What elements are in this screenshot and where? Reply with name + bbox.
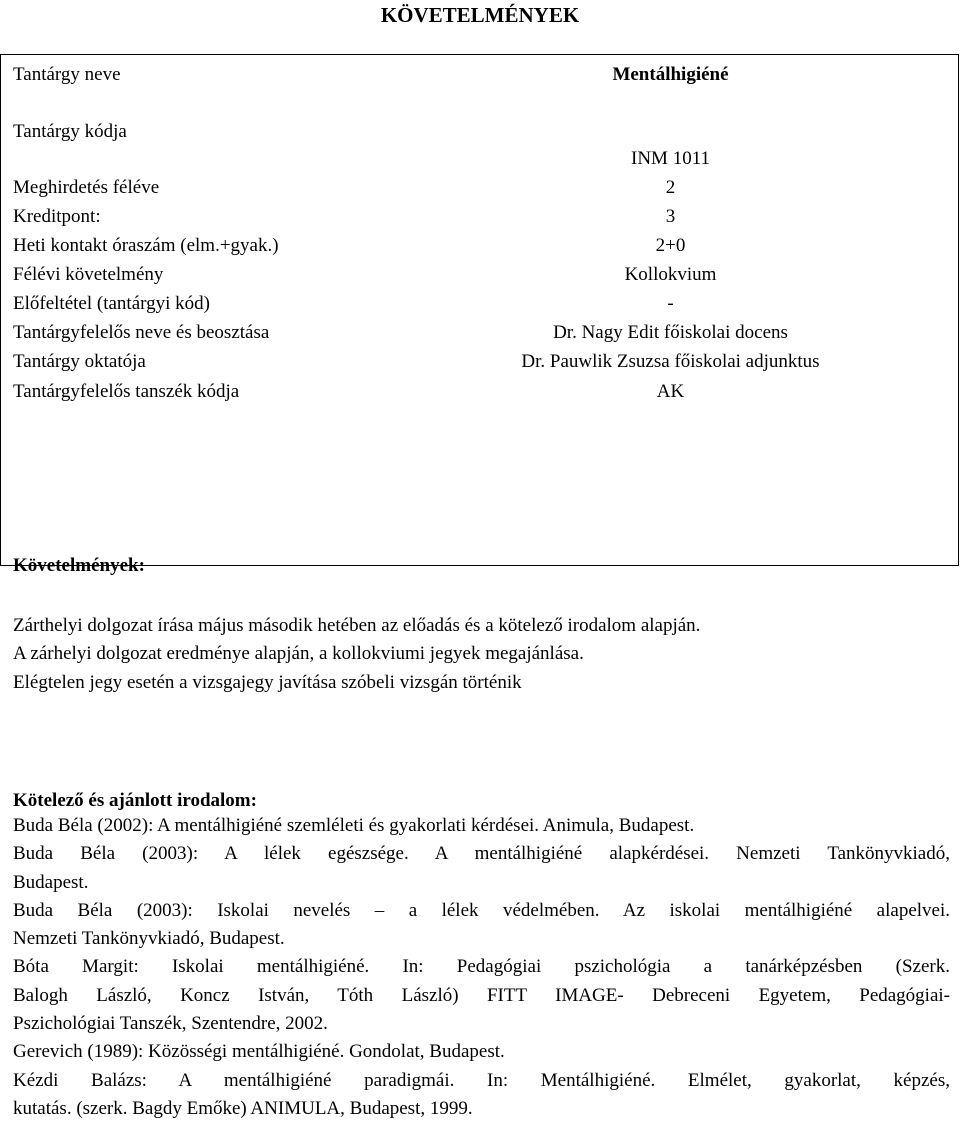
- value-semester: 2: [665, 177, 676, 198]
- value-prerequisite: -: [667, 293, 674, 314]
- reference-line: kutatás. (szerk. Bagdy Emőke) ANIMULA, Budapest, 1999.: [13, 1097, 473, 1119]
- requirements-table: [0, 54, 960, 576]
- label-weekly-hours: Heti kontakt óraszám (elm.+gyak.): [13, 235, 279, 256]
- reference-line: Gerevich (1989): Közösségi mentálhigiéné. Gondolat, Budapest.: [13, 1041, 505, 1063]
- reference-line: Budapest.: [13, 871, 89, 893]
- requirements-line: Zárthelyi dolgozat írása május második hetében az előadás és a kötelező irodalom alapján.: [13, 615, 701, 636]
- value-instructor: Dr. Pauwlik Zsuzsa főiskolai adjunktus: [521, 351, 820, 372]
- label-semester: Meghirdetés féléve: [13, 177, 160, 198]
- label-subject-name: Tantárgy neve: [13, 64, 121, 85]
- reference-item: [13, 1038, 950, 1066]
- literature-list: [13, 812, 950, 1123]
- value-responsible: Dr. Nagy Edit főiskolai docens: [553, 322, 788, 343]
- requirements-text: [13, 612, 950, 697]
- value-weekly-hours: 2+0: [655, 235, 686, 256]
- literature-heading: Kötelező és ajánlott irodalom:: [13, 790, 257, 811]
- reference-item: [13, 840, 950, 897]
- value-credits: 3: [665, 206, 676, 227]
- label-credits: Kreditpont:: [13, 206, 101, 227]
- value-subject-name: Mentálhigiéné: [612, 64, 729, 85]
- value-department-code: AK: [656, 381, 685, 402]
- reference-line: Kézdi Balázs: A mentálhigiéné paradigmái. In: Mentálhigiéné. Elmélet, gyakorlat, képzés,: [13, 1069, 950, 1091]
- value-subject-code: INM 1011: [631, 148, 710, 169]
- reference-line: Nemzeti Tankönyvkiadó, Budapest.: [13, 928, 285, 950]
- label-semester-requirement: Félévi követelmény: [13, 264, 164, 285]
- reference-item: [13, 897, 950, 954]
- label-instructor: Tantárgy oktatója: [13, 351, 146, 372]
- reference-item: [13, 812, 950, 840]
- reference-line: Bóta Margit: Iskolai mentálhigiéné. In: Pedagógiai pszichológia a tanárképzésben (Szerk.: [13, 956, 950, 978]
- requirements-line: A zárhelyi dolgozat eredménye alapján, a kollokviumi jegyek megajánlása.: [13, 643, 584, 665]
- reference-line: Balogh László, Koncz István, Tóth László) FITT IMAGE- Debreceni Egyetem, Pedagógiai-: [13, 984, 950, 1006]
- reference-item: [13, 953, 950, 1038]
- page-title: KÖVETELMÉNYEK: [380, 3, 580, 27]
- label-responsible: Tantárgyfelelős neve és beosztása: [13, 322, 270, 343]
- value-semester-requirement: Kollokvium: [624, 264, 717, 285]
- requirements-heading: Követelmények:: [13, 555, 145, 576]
- reference-item: [13, 1067, 950, 1123]
- reference-line: Buda Béla (2003): A lélek egészsége. A mentálhigiéné alapkérdései. Nemzeti Tankönyvkiadó,: [13, 843, 950, 865]
- requirements-line: Elégtelen jegy esetén a vizsgajegy javítása szóbeli vizsgán történik: [13, 671, 522, 693]
- reference-line: Buda Béla (2003): Iskolai nevelés – a lélek védelmében. Az iskolai mentálhigiéné alapelvei.: [13, 899, 950, 921]
- label-subject-code: Tantárgy kódja: [13, 121, 127, 142]
- reference-line: Pszichológiai Tanszék, Szentendre, 2002.: [13, 1013, 328, 1035]
- label-department-code: Tantárgyfelelős tanszék kódja: [13, 381, 240, 402]
- label-prerequisite: Előfeltétel (tantárgyi kód): [13, 293, 210, 314]
- reference-line: Buda Béla (2002): A mentálhigiéné szemléleti és gyakorlati kérdései. Animula, Budapest.: [13, 815, 695, 836]
